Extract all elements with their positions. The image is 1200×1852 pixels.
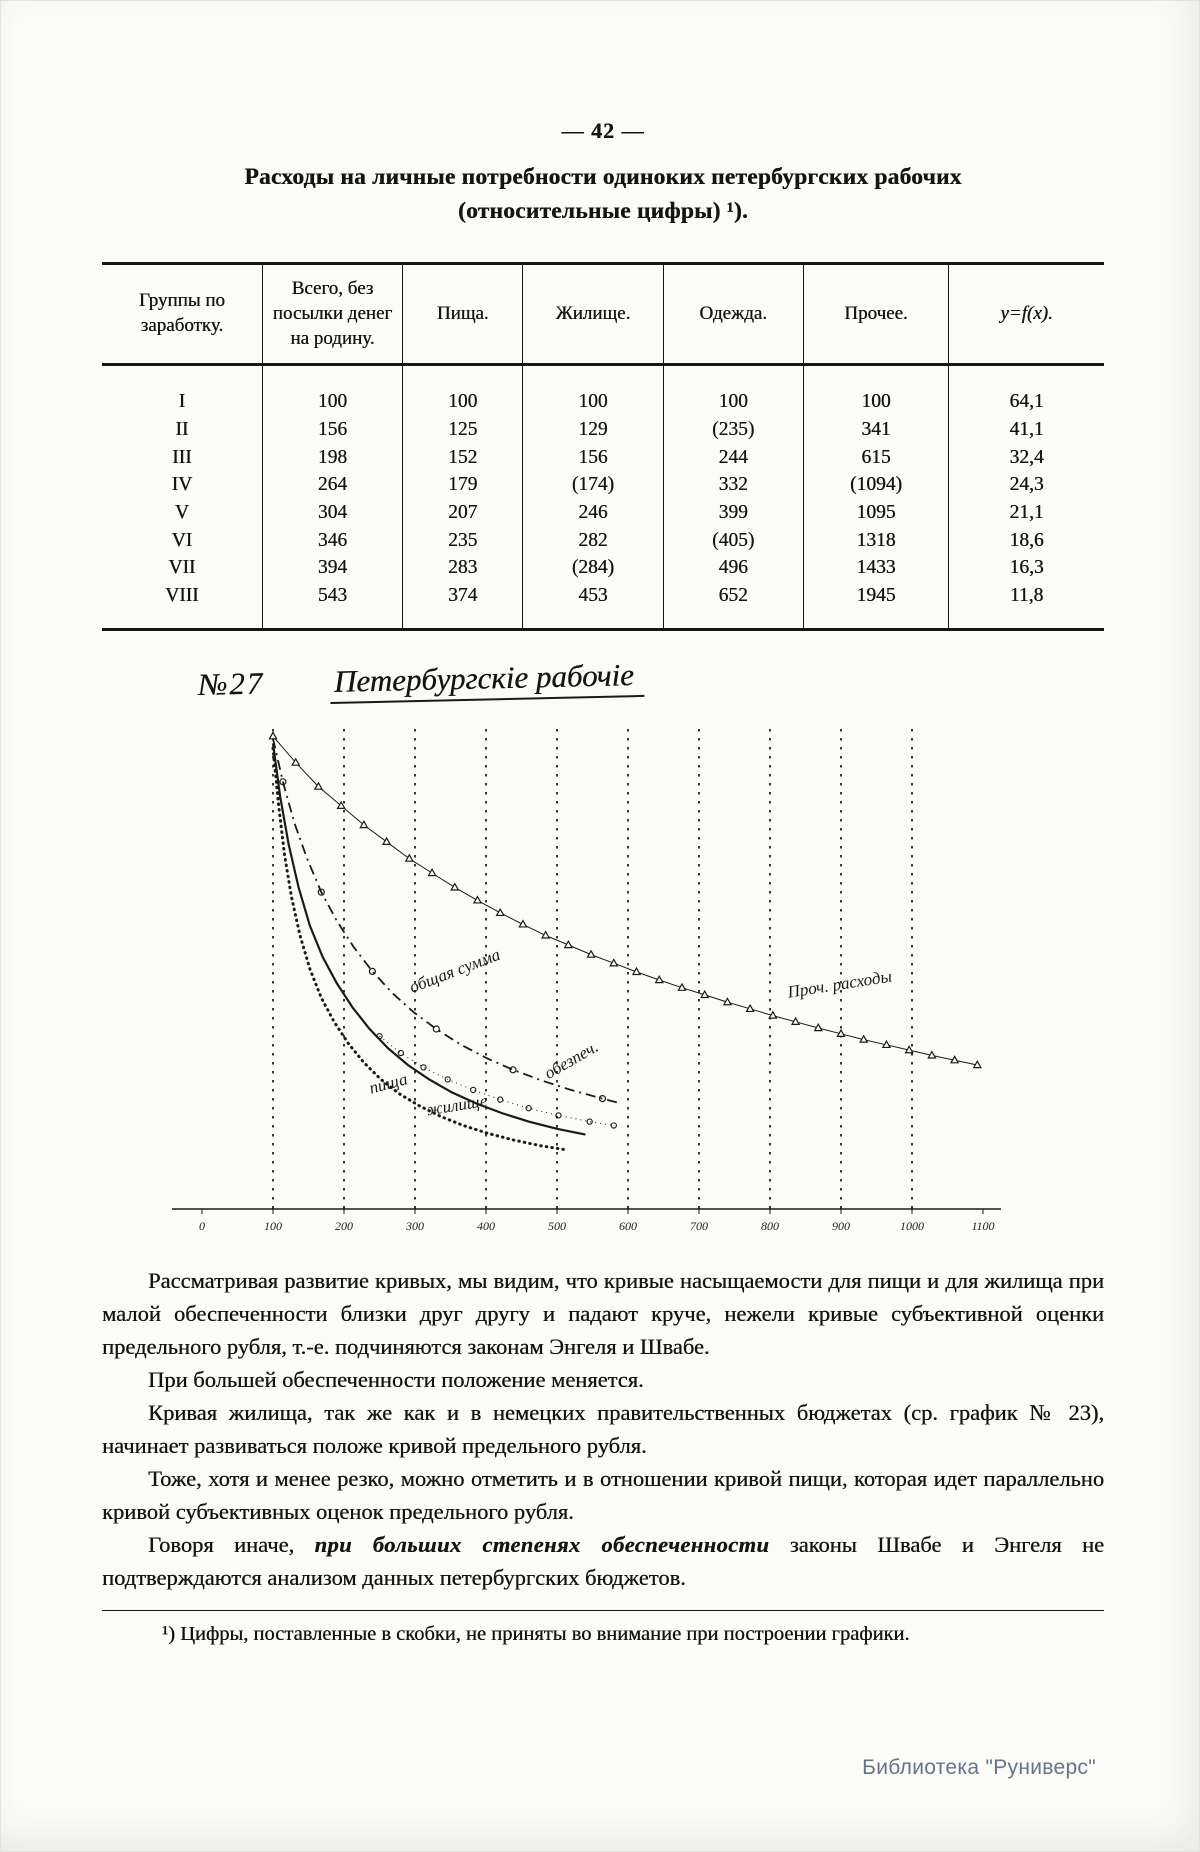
table-cell: 11,8 (949, 582, 1104, 629)
table-row (102, 527, 1104, 555)
chart-name: Петербургскіе рабочіе (330, 657, 645, 704)
table-cell: VI (171, 529, 193, 551)
chart-number: №27 (197, 665, 265, 702)
table-cell: (284) (523, 554, 663, 582)
curve-prochie-raskhody-marker (406, 854, 413, 860)
table-cell: 125 (403, 416, 523, 444)
paragraph (102, 1462, 1104, 1528)
table-cell: 100 (403, 365, 523, 416)
curve-prochie-raskhody-marker (269, 732, 276, 738)
curve-obshchaya-summa (273, 738, 621, 1103)
table-cell: 1095 (803, 499, 948, 527)
x-tick-label: 300 (406, 1218, 424, 1233)
curve-prochie-raskhody (273, 736, 977, 1065)
table-cell: (405) (663, 527, 803, 555)
curve-zhilishche (273, 743, 585, 1134)
paragraph (102, 1264, 1104, 1363)
x-tick-label: 600 (619, 1218, 637, 1233)
curve-prochie-raskhody-marker (542, 931, 549, 937)
table-header-cell: Пища. (403, 264, 523, 365)
paragraph-text: Говоря иначе, (148, 1531, 315, 1557)
curve-obespech-marker (611, 1123, 616, 1128)
emphasis-text: при больших степенях обеспеченности (314, 1531, 770, 1557)
table-header-cell: Всего, без посылки денег на родину. (262, 264, 402, 365)
table-cell: 152 (403, 444, 523, 472)
curve-label: жилище (425, 1090, 489, 1120)
table-cell: 1318 (803, 527, 948, 555)
table-cell: 179 (403, 471, 523, 499)
table-cell: 374 (403, 582, 523, 629)
table-cell: 207 (403, 499, 523, 527)
table-header-cell: Жилище. (523, 264, 663, 365)
table-cell: 21,1 (949, 499, 1104, 527)
chart-title (198, 646, 1105, 703)
curve-label: обезпеч. (540, 1036, 602, 1083)
curve-obshchaya-summa-marker (369, 968, 375, 974)
table-body (102, 365, 1104, 630)
table-cell: 32,4 (949, 444, 1104, 472)
x-tick-label: 800 (761, 1218, 779, 1233)
footnote (102, 1610, 1104, 1646)
chart (102, 656, 1104, 1254)
paragraphs (102, 1264, 1104, 1594)
table-cell: 453 (523, 582, 663, 629)
table-cell: 100 (262, 365, 402, 416)
table-cell: 282 (523, 527, 663, 555)
paragraph-text: Рассматривая развитие кривых, мы видим, что кривые насыщаемости для пищи и для жилища при малой обеспеченности близки друг другу и падают круче, нежели кривые субъективной оценки предельного рубля, т.-е. подчиняются законам Энгеля и Швабе. (102, 1267, 1104, 1359)
table-cell: 341 (803, 416, 948, 444)
table-cell: 198 (262, 444, 402, 472)
curve-obespech-marker (498, 1097, 503, 1102)
table-cell: 235 (403, 527, 523, 555)
table-cell: I (178, 391, 186, 413)
table-header-cell: y=f(x). (949, 264, 1104, 365)
x-tick-label: 400 (477, 1218, 495, 1233)
table-row (102, 582, 1104, 629)
curve-obespech-marker (398, 1050, 403, 1055)
table-cell: 100 (663, 365, 803, 416)
table-cell: 332 (663, 471, 803, 499)
table-cell: 1945 (803, 582, 948, 629)
table-cell: 16,3 (949, 554, 1104, 582)
curve-obshchaya-summa-marker (433, 1026, 439, 1032)
x-tick-label: 100 (264, 1218, 282, 1233)
table-wrapper (102, 262, 1104, 631)
table-header-cell: Прочее. (803, 264, 948, 365)
table-cell: 283 (403, 554, 523, 582)
table-cell: 652 (663, 582, 803, 629)
curve-prochie-raskhody-marker (428, 869, 435, 875)
table-cell: 41,1 (949, 416, 1104, 444)
curve-label: общая сумма (406, 944, 503, 997)
table-row (102, 499, 1104, 527)
table-cell: 394 (262, 554, 402, 582)
x-tick-label: 700 (690, 1218, 708, 1233)
paragraph-text: При большей обеспеченности положение меняется. (148, 1366, 644, 1392)
table-cell: 244 (663, 444, 803, 472)
x-tick-label: 900 (832, 1218, 850, 1233)
page-number: — 42 — (561, 118, 645, 143)
table-row (102, 554, 1104, 582)
chart-svg (102, 709, 1102, 1254)
x-tick-label: 1000 (900, 1218, 924, 1233)
curve-prochie-raskhody-marker (383, 838, 390, 844)
table-cell: 129 (523, 416, 663, 444)
table-row (102, 416, 1104, 444)
table-cell: 64,1 (949, 365, 1104, 416)
table-row (102, 444, 1104, 472)
table-cell: 100 (523, 365, 663, 416)
table-cell: 246 (523, 499, 663, 527)
table-cell: II (175, 418, 189, 440)
paragraph-text: законы Швабе и Энгеля не подтверждаются анализом данных петербургских бюджетов. (102, 1531, 1104, 1590)
watermark: Библиотека "Руниверс" (862, 1756, 1096, 1779)
x-tick-label: 200 (335, 1218, 353, 1233)
paragraph (102, 1528, 1104, 1594)
x-tick-label: 0 (199, 1218, 205, 1233)
table-cell: 496 (663, 554, 803, 582)
table-header-row (102, 264, 1104, 365)
expenses-table (102, 262, 1104, 631)
table-cell: IV (171, 474, 193, 496)
table-cell: 399 (663, 499, 803, 527)
page-title-line2: (относительные цифры) ¹). (457, 198, 749, 225)
table-cell: 543 (262, 582, 402, 629)
curve-pishcha (273, 748, 564, 1149)
curve-prochie-raskhody-marker (497, 909, 504, 915)
table-cell: 1433 (803, 554, 948, 582)
table-cell: 18,6 (949, 527, 1104, 555)
table-cell: V (174, 501, 189, 523)
table-cell: VII (168, 557, 196, 579)
table-cell: 24,3 (949, 471, 1104, 499)
table-row (102, 365, 1104, 416)
curve-prochie-raskhody-marker (451, 883, 458, 889)
curve-obespech-marker (421, 1064, 426, 1069)
paragraph-text: Тоже, хотя и менее резко, можно отметить и в отношении кривой пищи, которая идет параллельно кривой субъективных оценок предельного рубля. (102, 1465, 1104, 1524)
page-title-line1: Расходы на личные потребности одиноких петербургских рабочих (244, 164, 962, 190)
table-cell: (174) (523, 471, 663, 499)
curve-prochie-raskhody-marker (360, 821, 367, 827)
table-header-cell: Группы по заработку. (102, 264, 262, 365)
page-title (102, 160, 1104, 228)
x-tick-label: 500 (548, 1218, 566, 1233)
footnote-text: ¹) Цифры, поставленные в скобки, не приняты во внимание при построении графики. (162, 1622, 910, 1645)
curve-prochie-raskhody-marker (474, 896, 481, 902)
table-cell: 156 (262, 416, 402, 444)
table-cell: (235) (663, 416, 803, 444)
curve-label: Проч. расходы (786, 966, 894, 1002)
curve-label: пища (367, 1068, 410, 1098)
table-cell: 346 (262, 527, 402, 555)
curve-obespech-marker (526, 1105, 531, 1110)
table-cell: 304 (262, 499, 402, 527)
table-cell: VIII (165, 585, 199, 606)
table-cell: (1094) (803, 471, 948, 499)
curve-obespech-marker (587, 1119, 592, 1124)
table-row (102, 471, 1104, 499)
paragraph (102, 1363, 1104, 1396)
table-cell: 156 (523, 444, 663, 472)
table-cell: 100 (803, 365, 948, 416)
table-cell: III (172, 446, 192, 468)
table-cell: 264 (262, 471, 402, 499)
table-cell: 615 (803, 444, 948, 472)
paragraph-text: Кривая жилища, так же как и в немецких правительственных бюджетах (ср. график № 23), начинает развиваться положе кривой предельного рубля. (102, 1399, 1104, 1458)
table-header-cell: Одежда. (663, 264, 803, 365)
x-tick-label: 1100 (971, 1218, 995, 1233)
paragraph (102, 1396, 1104, 1462)
curve-prochie-raskhody-marker (519, 920, 526, 926)
